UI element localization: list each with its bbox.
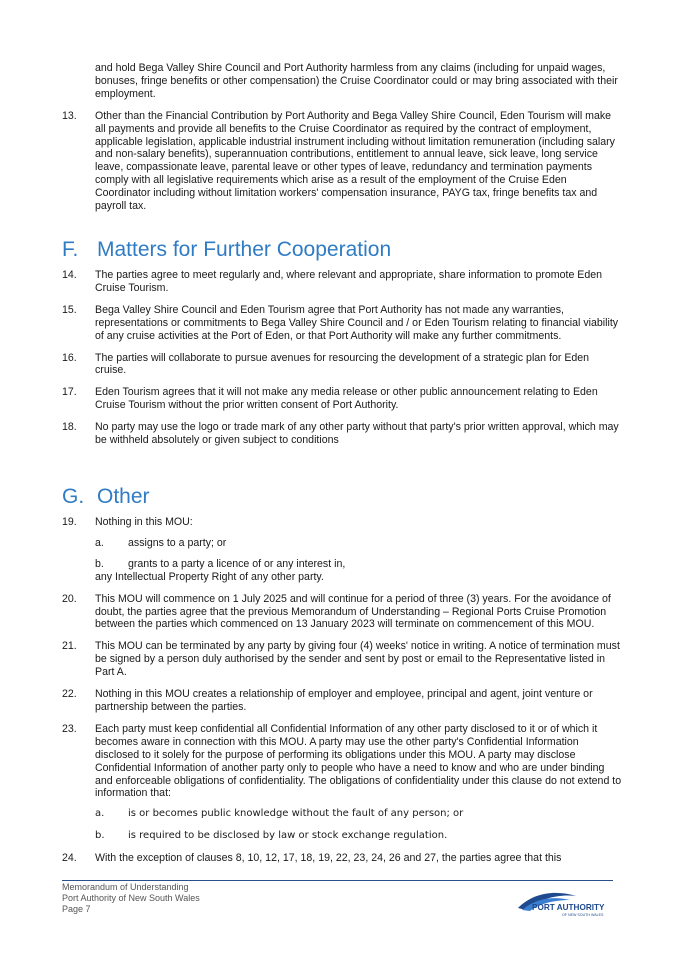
clause-number: 23. bbox=[62, 722, 77, 735]
clauses-g bbox=[62, 516, 622, 874]
clauses-f bbox=[62, 269, 622, 456]
clause-17 bbox=[62, 386, 622, 412]
clause-text: Nothing in this MOU: bbox=[95, 516, 193, 528]
clause-text: Each party must keep confidential all Confidential Information of any other party disclosed to it or of which it becomes aware in connection with this MOU. A party may use the other party's Confidential Information disclosed to it solely for the purpose of performing its obligations under this MOU. A party may disclose Confidential Information of another party only to people who have a need to know and who are under binding and enforceable obligations of confidentiality. The obligations of confidentiality under this clause do not extend to information that: bbox=[95, 722, 622, 800]
sub-text: is required to be disclosed by law or stock exchange regulation. bbox=[128, 830, 448, 842]
clause-16 bbox=[62, 352, 622, 378]
sub-item-b bbox=[95, 830, 622, 843]
sub-text: grants to a party a licence of or any interest in, bbox=[128, 557, 346, 570]
port-authority-logo bbox=[516, 890, 616, 918]
section-title: Other bbox=[97, 485, 150, 508]
clause-18 bbox=[62, 421, 622, 447]
footer-page-number: Page 7 bbox=[62, 904, 91, 914]
section-heading-f bbox=[62, 238, 391, 262]
clause-number: 24. bbox=[62, 852, 77, 865]
clause-text: Other than the Financial Contribution by Port Authority and Bega Valley Shire Council, Eden Tourism will make all payments and provide all benefits to the Cruise Coordinator as required by the contract of employment, applicable legislation, applicable industrial instrument including without limitation remuneration (including salary and non-salary benefits), superannuation contributions, entitlement to annual leave, sick leave, long service leave, compassionate leave, parental leave or other types of leave, redundancy and termination payments comply with all legislative requirements which arise as a result of the employment of the Cruise Eden Coordinator including without limitation workers' compensation insurance, PAYG tax, fringe benefits tax and payroll tax. bbox=[95, 109, 615, 213]
clause-number: 20. bbox=[62, 592, 77, 605]
clause-number: 18. bbox=[62, 421, 77, 434]
clause-24 bbox=[62, 852, 622, 865]
clause-23 bbox=[62, 723, 622, 800]
clause-text: Bega Valley Shire Council and Eden Tourism agree that Port Authority has not made any warranties, representations or commitments to Bega Valley Shire Council and / or Eden Tourism relating to financial viability of any cruise activities at the Port of Eden, or that Port Authority will make any further commitments. bbox=[95, 303, 619, 342]
clause-21 bbox=[62, 640, 622, 679]
clauses-top bbox=[62, 62, 622, 222]
intro-continuation: and hold Bega Valley Shire Council and Port Authority harmless from any claims (including for unpaid wages, bonuses, fringe benefits or other compensation) the Cruise Coordinator could or may bring associated with their employment. bbox=[95, 62, 618, 100]
clause-number: 19. bbox=[62, 516, 77, 528]
clause-number: 13. bbox=[62, 109, 77, 122]
section-heading-g bbox=[62, 485, 150, 509]
section-title: Matters for Further Cooperation bbox=[97, 238, 392, 261]
clause-number: 21. bbox=[62, 640, 77, 653]
clause-text: The parties agree to meet regularly and, where relevant and appropriate, share information to promote Eden Cruise Tourism. bbox=[95, 269, 603, 294]
clause-text: The parties will collaborate to pursue avenues for resourcing the development of a strategic plan for Eden cruise. bbox=[95, 351, 590, 377]
clause-text: Nothing in this MOU creates a relationship of employer and employee, principal and agent, joint venture or partnership between the parties. bbox=[95, 688, 593, 713]
clause-14 bbox=[62, 269, 622, 295]
clause-text: This MOU can be terminated by any party by giving four (4) weeks' notice in writing. A notice of termination must be signed by a person duly authorised by the sender and sent by post or email to the Representative listed in Part A. bbox=[95, 640, 620, 679]
sub-text: is or becomes public knowledge without the fault of any person; or bbox=[128, 808, 464, 820]
clause-19 bbox=[62, 516, 622, 529]
clause-text: No party may use the logo or trade mark of any other party without that party's prior written approval, which may be withheld absolutely or given subject to conditions bbox=[95, 421, 619, 447]
clause-number: 22. bbox=[62, 688, 77, 701]
sub-label: b. bbox=[95, 830, 105, 842]
footer-doc-title: Memorandum of Understanding bbox=[62, 882, 189, 892]
sub-label: a. bbox=[95, 808, 105, 820]
clause-text: With the exception of clauses 8, 10, 12, 17, 18, 19, 22, 23, 24, 26 and 27, the parties agree that this bbox=[95, 852, 562, 865]
clause-text: Eden Tourism agrees that it will not make any media release or other public announcement relating to Eden Cruise Tourism without the prior written consent of Port Authority. bbox=[95, 386, 598, 412]
sub-item-a bbox=[95, 808, 622, 821]
section-letter: G. bbox=[62, 485, 85, 508]
clause-number: 17. bbox=[62, 386, 77, 399]
clause-22 bbox=[62, 688, 622, 714]
page-footer bbox=[62, 882, 200, 915]
sub-item-b bbox=[95, 558, 622, 571]
clause-20 bbox=[62, 593, 622, 632]
footer-org: Port Authority of New South Wales bbox=[62, 893, 200, 903]
clause-19-tail: any Intellectual Property Right of any other party. bbox=[95, 570, 324, 583]
section-letter: F. bbox=[62, 238, 79, 261]
clause-text: This MOU will commence on 1 July 2025 and will continue for a period of three (3) years. For the avoidance of doubt, the parties agree that the previous Memorandum of Understanding – Regional Ports Cruise Promotion between the parties which commenced on 13 January 2023 will terminate on commencement of this MOU. bbox=[95, 592, 611, 631]
clause-number: 14. bbox=[62, 269, 77, 281]
logo-sub: OF NEW SOUTH WALES bbox=[562, 913, 604, 917]
sub-label: b. bbox=[95, 557, 104, 570]
sub-text: assigns to a party; or bbox=[128, 536, 227, 549]
clause-number: 16. bbox=[62, 351, 77, 364]
clause-13 bbox=[62, 110, 622, 213]
clause-number: 15. bbox=[62, 303, 77, 316]
logo-name: PORT AUTHORITY bbox=[532, 903, 605, 912]
footer-rule bbox=[62, 880, 613, 881]
sub-label: a. bbox=[95, 536, 104, 549]
clause-15 bbox=[62, 304, 622, 343]
sub-item-a bbox=[95, 537, 622, 550]
